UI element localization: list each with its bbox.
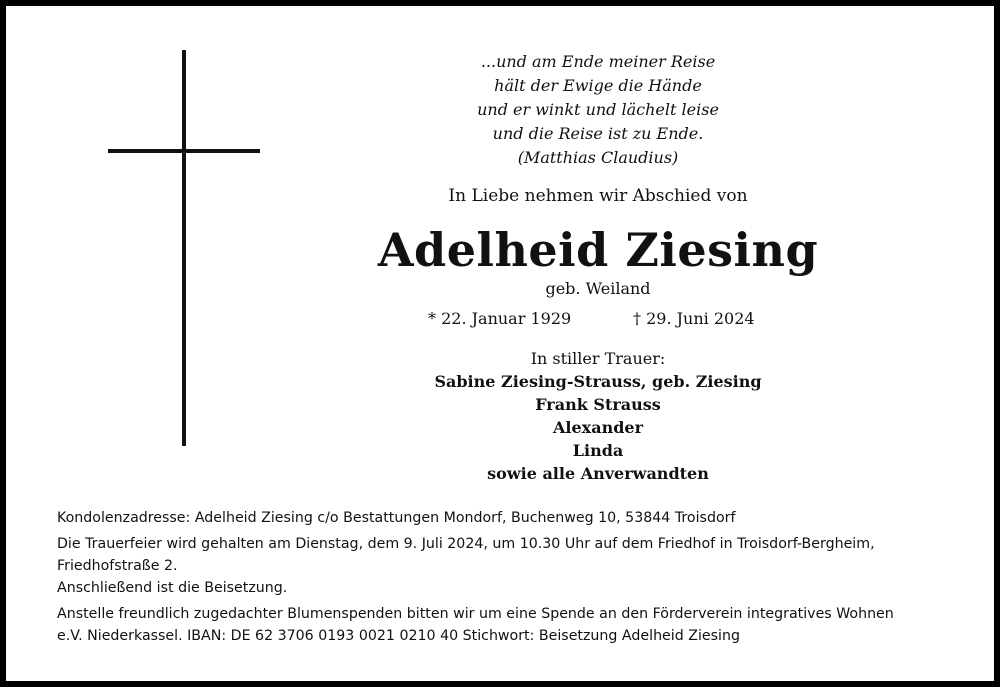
ceremony-info-line: Friedhofstraße 2. xyxy=(57,558,178,574)
mourners-list xyxy=(360,370,836,485)
maiden-name: geb. Weiland xyxy=(545,279,651,298)
donation-info-line: e.V. Niederkassel. IBAN: DE 62 3706 0193 0021 0210 40 Stichwort: Beisetzung Adelheid Ziesing xyxy=(57,628,740,644)
mourner-name: sowie alle Anverwandten xyxy=(487,464,709,483)
poem-line: hält der Ewige die Hände xyxy=(494,76,702,95)
birth-date: * 22. Januar 1929 xyxy=(428,309,572,328)
death-date: † 29. Juni 2024 xyxy=(633,309,755,328)
condolence-address: Kondolenzadresse: Adelheid Ziesing c/o Bestattungen Mondorf, Buchenweg 10, 53844 Troisdorf xyxy=(57,510,736,526)
donation-info-line: Anstelle freundlich zugedachter Blumenspenden bitten wir um eine Spende an den Förderverein integratives Wohnen xyxy=(57,606,894,622)
funeral-details xyxy=(57,507,957,647)
mourner-name: Alexander xyxy=(552,418,643,437)
mourner-name: Linda xyxy=(572,441,624,460)
poem-line: ...und am Ende meiner Reise xyxy=(480,52,716,71)
cross-vertical-bar xyxy=(182,50,186,446)
mourner-name: Frank Strauss xyxy=(535,395,661,414)
poem xyxy=(380,50,816,170)
poem-line: und die Reise ist zu Ende. xyxy=(492,124,704,143)
deceased-name: Adelheid Ziesing xyxy=(377,223,819,277)
poem-line: und er winkt und lächelt leise xyxy=(477,100,719,119)
cross-horizontal-bar xyxy=(108,149,260,153)
farewell-intro: In Liebe nehmen wir Abschied von xyxy=(448,186,748,206)
mourning-label: In stiller Trauer: xyxy=(530,349,666,368)
burial-info: Anschließend ist die Beisetzung. xyxy=(57,580,288,596)
poem-author: (Matthias Claudius) xyxy=(517,148,679,167)
ceremony-info-line: Die Trauerfeier wird gehalten am Dienstag, dem 9. Juli 2024, um 10.30 Uhr auf dem Friedhof in Troisdorf-Bergheim, xyxy=(57,536,875,552)
mourner-name: Sabine Ziesing-Strauss, geb. Ziesing xyxy=(434,372,762,391)
